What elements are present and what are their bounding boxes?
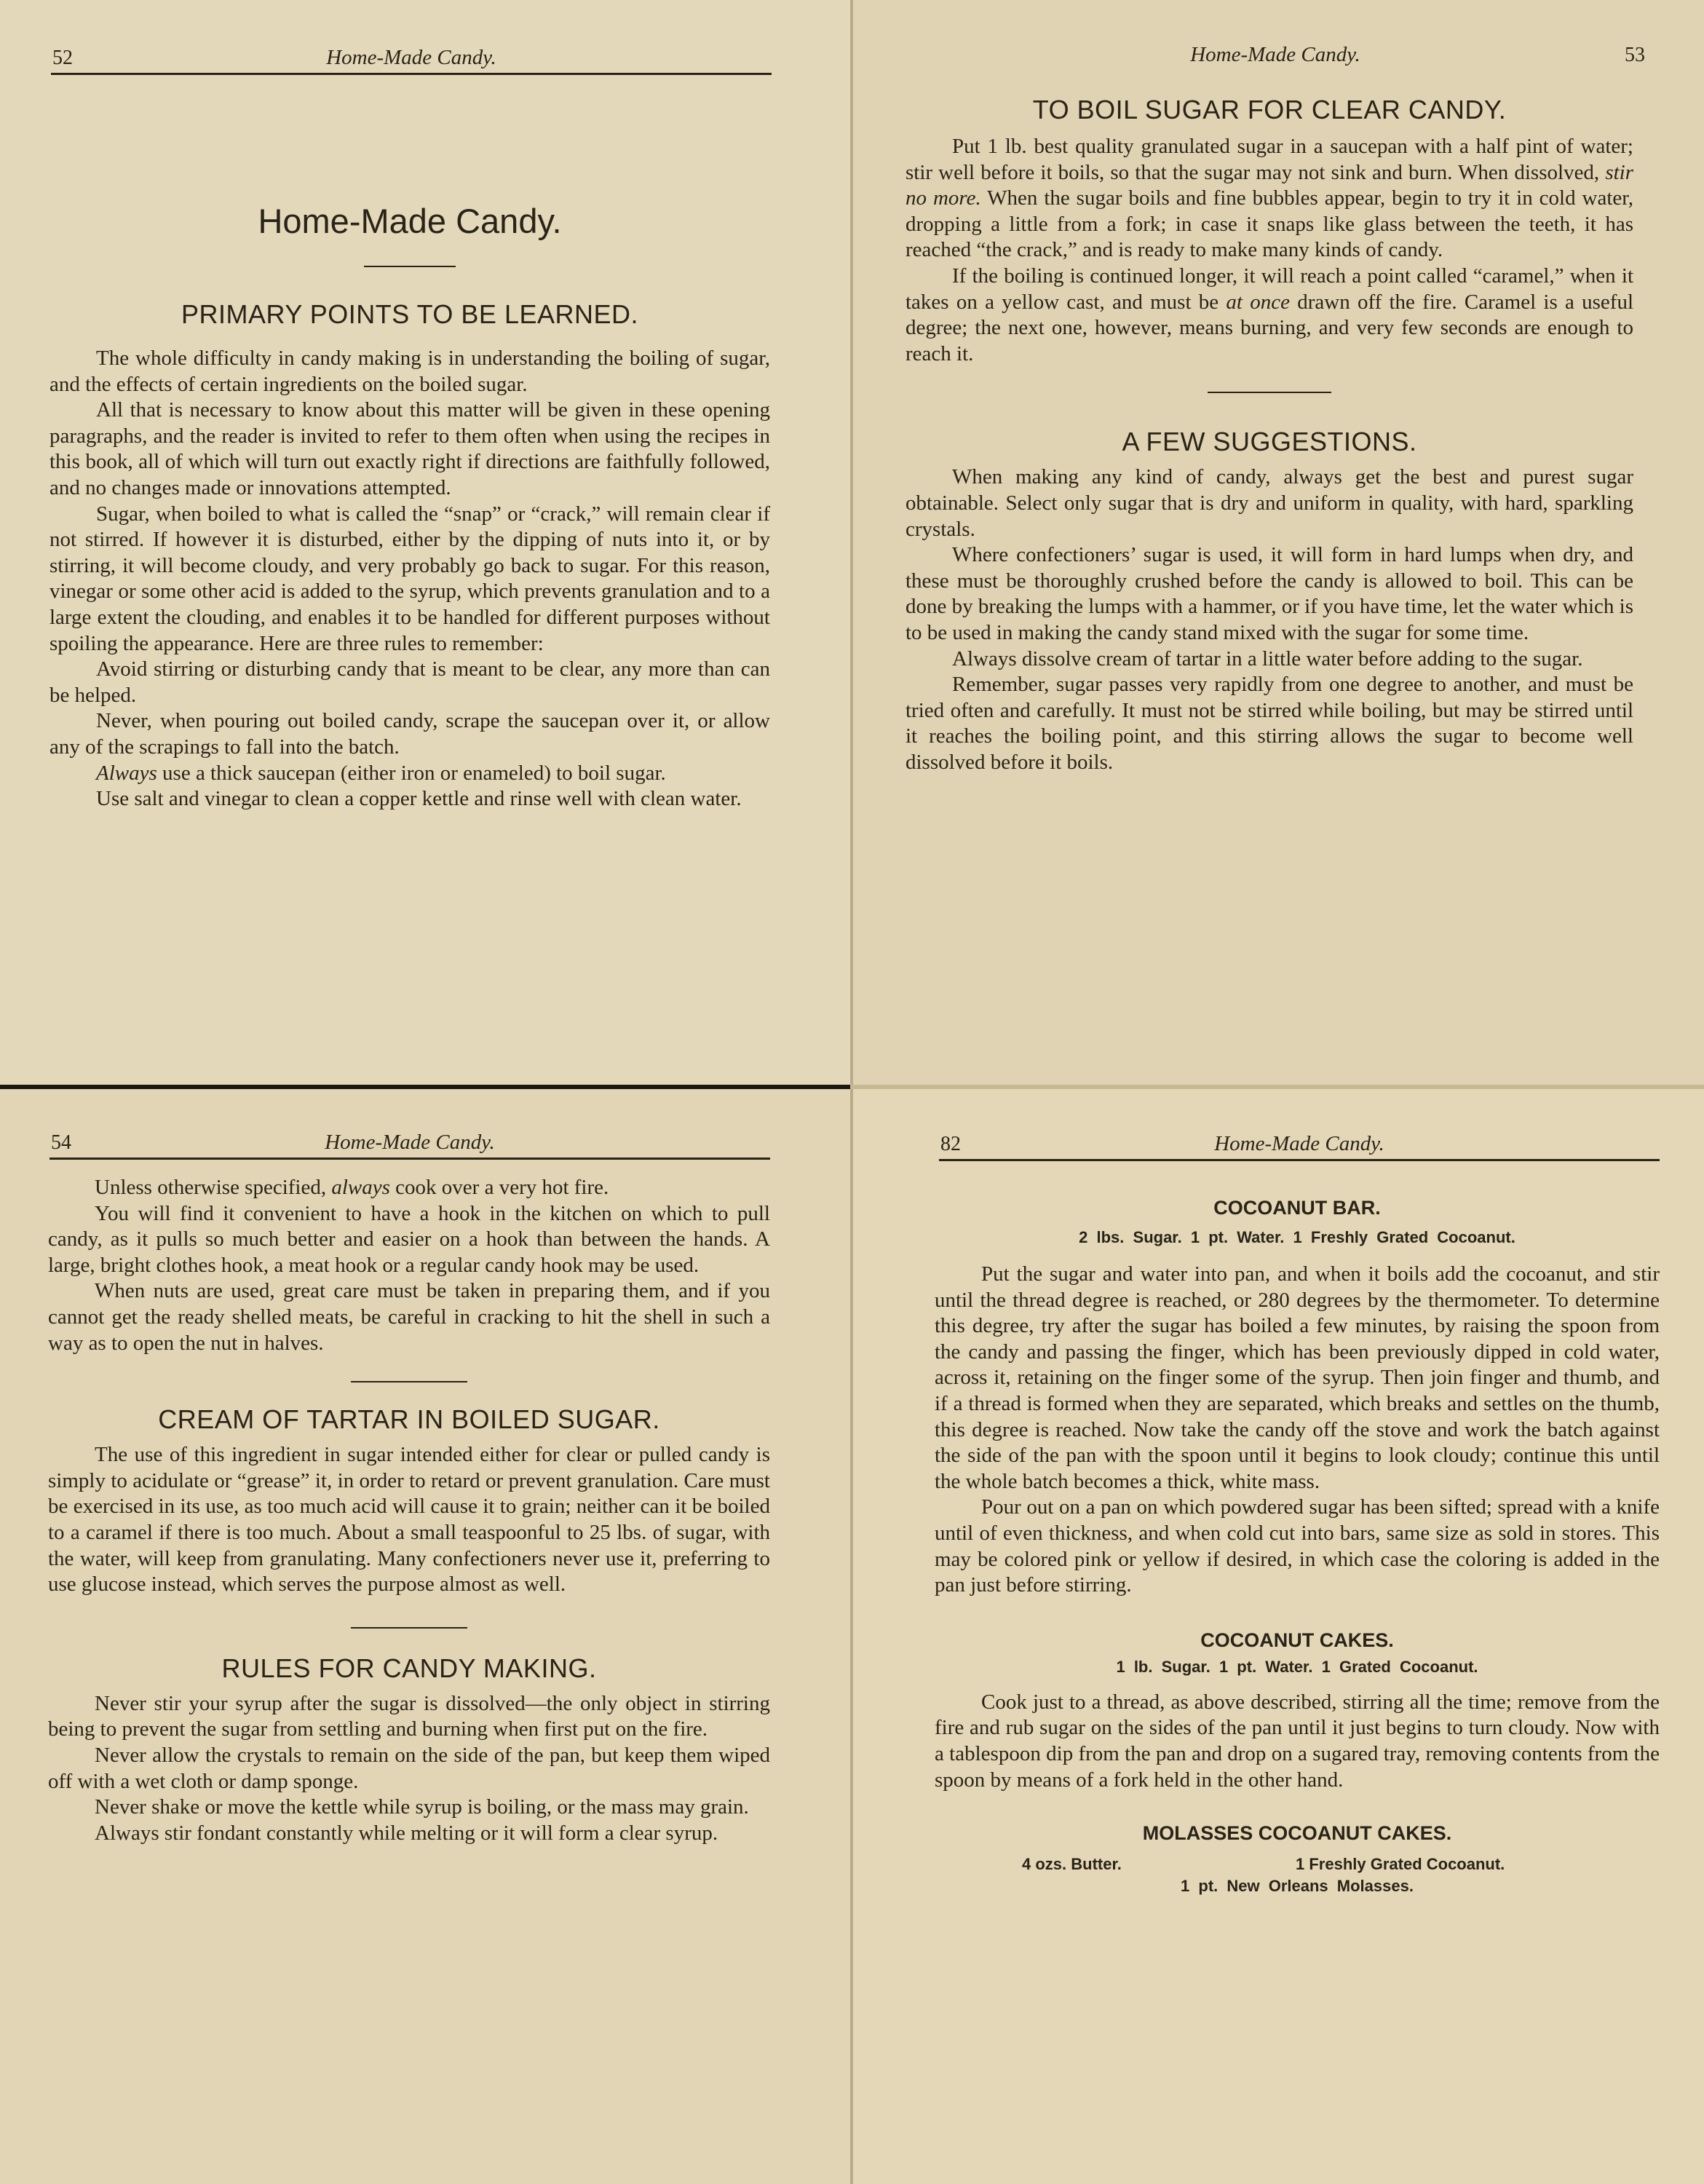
recipe-ingredients: 2 lbs. Sugar. 1 pt. Water. 1 Freshly Grated Cocoanut. <box>1079 1228 1515 1246</box>
page-number: 82 <box>940 1133 961 1155</box>
page-54 <box>0 1089 850 2184</box>
emphasis: always <box>331 1176 390 1199</box>
recipe-ingredients: 1 lb. Sugar. 1 pt. Water. 1 Grated Cocoanut. <box>1116 1657 1478 1676</box>
paragraph-text: When the sugar boils and fine bubbles appear, begin to try it in cold water, dropping a little from a fork; in case it snaps like glass between the teeth, it has reached “the crack,” and is ready to make many kinds of candy. <box>906 186 1633 262</box>
paragraph: The whole difficulty in candy making is in understanding the boiling of sugar, and the effects of certain ingredients on the boiled sugar. <box>49 347 770 396</box>
page-header <box>49 1125 770 1160</box>
paragraph-text: use a thick saucepan (either iron or enameled) to boil sugar. <box>156 761 666 785</box>
page-number: 53 <box>1625 44 1645 66</box>
paragraph: Where confectioners’ sugar is used, it will form in hard lumps when dry, and these must be thoroughly crushed before the candy is allowed to boil. This can be done by breaking the lumps with a hammer, or if you have time, let the water which is to be used in making the candy stand mixed with the sugar for some time. <box>906 543 1633 644</box>
paragraph-text: If the boiling is continued longer, it will reach a point called “caramel,” when it takes on a yellow cast, and must be <box>906 264 1633 314</box>
paragraph: The use of this ingredient in sugar intended either for clear or pulled candy is simply to acidulate or “grease” it, in order to retard or prevent granulation. Care must be exercised in its use, as too much acid will cause it to grain; neither can it be boiled to a caramel if there is too much. About a small teaspoonful to 25 lbs. of sugar, with the water, will keep from granulating. Many confectioners never use it, preferring to use glucose instead, which serves the purpose almost as well. <box>48 1443 770 1597</box>
paragraph: Never shake or move the kettle while syrup is boiling, or the mass may grain. <box>95 1795 749 1819</box>
recipe-title: COCOANUT BAR. <box>1213 1197 1381 1219</box>
section-title: RULES FOR CANDY MAKING. <box>221 1653 597 1683</box>
running-title: Home-Made Candy. <box>1190 43 1360 66</box>
page-82-content <box>935 1197 1660 1896</box>
running-title: Home-Made Candy. <box>1214 1132 1384 1155</box>
recipe-title: MOLASSES COCOANUT CAKES. <box>1142 1822 1452 1845</box>
page-82 <box>853 1089 1704 2184</box>
paragraph: Never, when pouring out boiled candy, scrape the saucepan over it, or allow any of the scrapings to fall into the batch. <box>49 709 770 759</box>
paragraph: Sugar, when boiled to what is called the “snap” or “crack,” will remain clear if not stirred. If however it is disturbed, either by the dipping of nuts into it, or by stirring, it will become cloudy, and very probably go back to sugar. For this reason, vinegar or some other acid is added to the syrup, which prevents granulation and to a large extent the clouding, and enables it to be handled for different purposes without spoiling the appearance. Here are three rules to remember: <box>49 502 770 655</box>
book-title: Home-Made Candy. <box>258 202 562 240</box>
ingredient: 1 Freshly Grated Cocoanut. <box>1296 1855 1505 1874</box>
recipe-title: COCOANUT CAKES. <box>1200 1629 1394 1651</box>
section-title: CREAM OF TARTAR IN BOILED SUGAR. <box>158 1404 660 1435</box>
page-number: 52 <box>52 47 73 69</box>
paragraph: Always stir fondant constantly while melting or it will form a clear syrup. <box>95 1821 718 1845</box>
paragraph <box>906 134 1633 264</box>
emphasis: stir no more. <box>906 160 1633 210</box>
paragraph: When nuts are used, great care must be taken in preparing them, and if you cannot get the ready shelled meats, be careful in cracking to hit the shell in such a way as to open the nut in halves. <box>48 1279 770 1355</box>
paragraph <box>48 1175 770 1201</box>
divider <box>351 1381 467 1382</box>
paragraph: Never stir your syrup after the sugar is dissolved—the only object in stirring being to prevent the sugar from settling and burning when first put on the fire. <box>48 1691 770 1741</box>
paragraph-text: cook over a very hot fire. <box>389 1176 609 1199</box>
paragraph: All that is necessary to know about this matter will be given in these opening paragraphs, and the reader is invited to refer to them often when using the recipes in this book, all of which will turn out exactly right if directions are faithfully followed, and no changes made or innovations attempted. <box>49 398 770 499</box>
paragraph: Cook just to a thread, as above described, stirring all the time; remove from the fire and rub sugar on the sides of the pan until it just begins to turn cloudy. Now with a tablespoon dip from the pan and drop on a sugared tray, removing contents from the spoon by means of a fork held in the other hand. <box>935 1690 1660 1792</box>
section-title: PRIMARY POINTS TO BE LEARNED. <box>181 299 638 329</box>
page-53 <box>853 0 1704 1085</box>
paragraph: Remember, sugar passes very rapidly from one degree to another, and must be tried often and carefully. It must not be stirred while boiling, but may be stirred until it reaches the boiling point, and this stirring allows the sugar to become well dissolved before it boils. <box>906 673 1633 774</box>
divider <box>364 266 456 267</box>
paragraph-text: Unless otherwise specified, <box>95 1176 332 1199</box>
emphasis: at once <box>1226 290 1290 314</box>
ingredient: 1 pt. New Orleans Molasses. <box>1181 1877 1414 1896</box>
paragraph: Use salt and vinegar to clean a copper kettle and rinse well with clean water. <box>96 787 742 811</box>
divider <box>1208 392 1331 393</box>
paragraph: Avoid stirring or disturbing candy that is meant to be clear, any more than can be helped. <box>49 657 770 707</box>
emphasis: Always <box>96 761 157 785</box>
section-title: TO BOIL SUGAR FOR CLEAR CANDY. <box>1032 95 1507 124</box>
paragraph: Put the sugar and water into pan, and when it boils add the cocoanut, and stir until the thread degree is reached, or 280 degrees by the thermometer. To determine this degree, try after the sugar has boiled a few minutes, by raising the spoon from the candy and passing the finger, which has been previously dipped in cold water, across it, retaining on the finger some of the syrup. Then join finger and thumb, and if a thread is formed when they are separated, which breaks and settles on the thumb, this degree is reached. Now take the candy off the stove and work the batch against the side of the pan with the spoon until it begins to look cloudy; continue this until the whole batch becomes a thick, white mass. <box>935 1262 1660 1493</box>
paragraph-text: Put 1 lb. best quality granulated sugar in a saucepan with a half pint of water; stir well before it boils, so that the sugar may not sink and burn. When dissolved, <box>906 135 1633 184</box>
ingredient: 4 ozs. Butter. <box>1022 1855 1122 1874</box>
page-number: 54 <box>51 1131 71 1154</box>
paragraph <box>906 264 1633 367</box>
page-header <box>939 1127 1660 1161</box>
paragraph: Pour out on a pan on which powdered sugar has been sifted; spread with a knife until of even thickness, and when cold cut into bars, same size as sold in stores. This may be colored pink or yellow if desired, in which case the coloring is added in the pan just before stirring. <box>935 1495 1660 1597</box>
paragraph: Always dissolve cream of tartar in a little water before adding to the sugar. <box>952 646 1583 670</box>
paragraph-text: drawn off the fire. Caramel is a useful degree; the next one, however, means burning, and very few seconds are enough to reach it. <box>906 290 1633 365</box>
running-title: Home-Made Candy. <box>326 46 496 69</box>
page-52 <box>0 0 850 1085</box>
paragraph: Never allow the crystals to remain on the side of the pan, but keep them wiped off with a wet cloth or damp sponge. <box>48 1743 770 1793</box>
page-header <box>911 38 1645 70</box>
recipe-ingredients <box>935 1855 1660 1875</box>
page-header <box>51 41 772 75</box>
running-title: Home-Made Candy. <box>325 1131 495 1154</box>
divider <box>351 1627 467 1629</box>
paragraph: You will find it convenient to have a hook in the kitchen on which to pull candy, as it pulls so much better and easier on a hook than between the hands. A large, bright clothes hook, a meat hook or a regular candy hook may be used. <box>48 1201 770 1277</box>
page-52-content <box>49 201 770 812</box>
paragraph: When making any kind of candy, always get the best and purest sugar obtainable. Select only sugar that is dry and uniform in quality, with hard, sparkling crystals. <box>906 465 1633 541</box>
section-title: A FEW SUGGESTIONS. <box>1122 427 1417 457</box>
page-53-content <box>906 95 1633 775</box>
paragraph <box>49 761 770 787</box>
page-54-content <box>48 1175 770 1846</box>
